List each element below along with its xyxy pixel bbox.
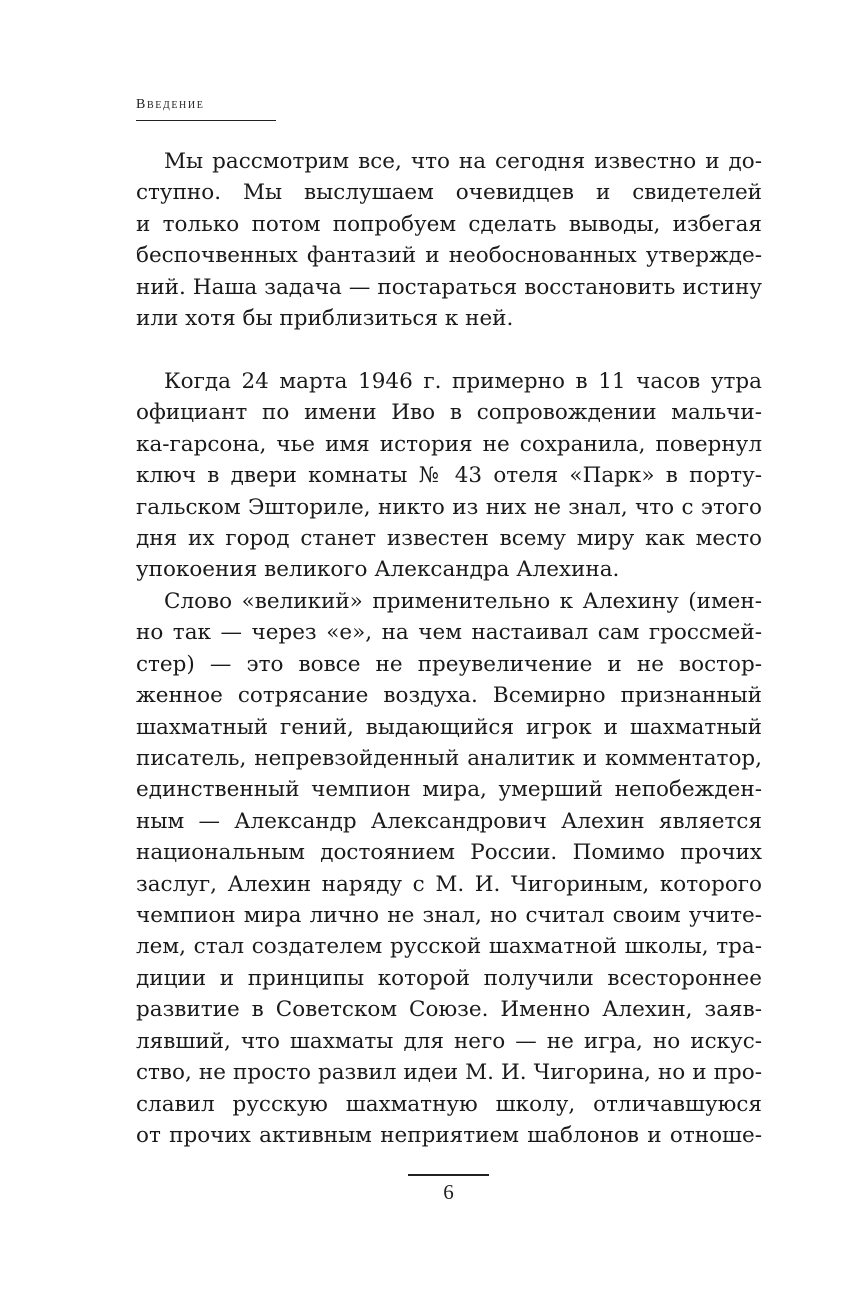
text-line: лем, стал создателем русской шахматной школы, тра- <box>136 934 762 960</box>
text-line: писатель, непревзойденный аналитик и комментатор, <box>136 746 762 772</box>
text-line: Мы рассмотрим все, что на сегодня известно и до- <box>164 149 762 174</box>
text-line: беспочвенных фантазий и необоснованных утвержде- <box>136 243 762 269</box>
running-head-title: Введение <box>136 97 205 112</box>
text-line: лявший, что шахматы для него — не игра, но искус- <box>136 1028 762 1054</box>
footer-rule <box>408 1174 489 1176</box>
text-line: от прочих активным неприятием шаблонов и отноше- <box>136 1122 762 1148</box>
text-line: диции и принципы которой получили всестороннее <box>136 965 762 991</box>
text-line: заслуг, Алехин наряду с М. И. Чигориным, которого <box>136 871 762 897</box>
paragraph-3 <box>136 586 762 1151</box>
text-line: ний. Наша задача — постараться восстановить истину <box>136 274 762 300</box>
running-head-rule <box>136 120 276 121</box>
text-line: и только потом попробуем сделать выводы, избегая <box>136 211 762 237</box>
text-line: Слово «великий» применительно к Алехину (имен- <box>164 589 762 614</box>
text-line: дня их город станет известен всему миру как место <box>136 526 762 552</box>
text-line: шахматный гений, выдающийся игрок и шахматный <box>136 714 762 740</box>
text-line: славил русскую шахматную школу, отличавшуюся <box>136 1091 762 1117</box>
text-line: стер) — это вовсе не преувеличение и не востор- <box>136 651 762 677</box>
text-line: развитие в Советском Союзе. Именно Алехин, заяв- <box>136 997 762 1023</box>
text-line: ключ в двери комнаты № 43 отеля «Парк» в порту- <box>136 463 762 489</box>
text-line: чемпион мира лично не знал, но считал своим учите- <box>136 903 762 929</box>
page-number: 6 <box>443 1180 454 1204</box>
text-line: Когда 24 марта 1946 г. примерно в 11 часов утра <box>164 369 762 394</box>
paragraph-2 <box>136 366 762 586</box>
paragraph-1 <box>136 146 762 334</box>
text-line: ным — Александр Александрович Алехин является <box>136 808 762 834</box>
text-line: но так — через «е», на чем настаивал сам гроссмей- <box>136 620 762 646</box>
text-line: официант по имени Иво в сопровождении мальчи- <box>136 400 762 426</box>
text-line: ство, не просто развил идеи М. И. Чигорина, но и про- <box>136 1060 762 1086</box>
text-line: упокоения великого Александра Алехина. <box>136 557 620 583</box>
text-line: гальском Эшториле, никто из них не знал, что с этого <box>136 494 762 520</box>
text-line: единственный чемпион мира, умерший непобежден- <box>136 777 762 803</box>
text-line: женное сотрясание воздуха. Всемирно признанный <box>136 683 762 709</box>
text-line: ступно. Мы выслушаем очевидцев и свидетелей <box>136 180 762 206</box>
text-line: или хотя бы приблизиться к ней. <box>136 306 514 332</box>
text-line: ка-гарсона, чье имя история не сохранила, повернул <box>136 431 762 457</box>
text-line: национальным достоянием России. Помимо прочих <box>136 840 762 866</box>
